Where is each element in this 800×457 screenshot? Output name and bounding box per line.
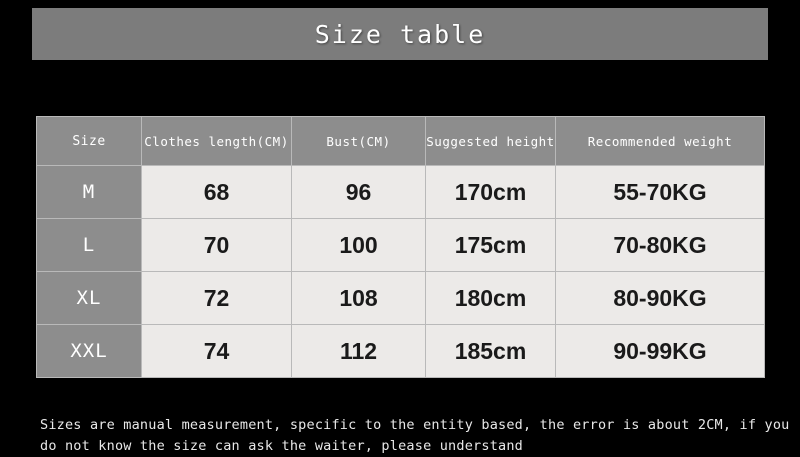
cell-recommended-weight: 55-70KG [556, 166, 765, 219]
column-header-recommended-weight: Recommended weight [556, 117, 765, 166]
cell-suggested-height: 170cm [426, 166, 556, 219]
cell-bust: 112 [292, 325, 426, 378]
column-header-suggested-height: Suggested height [426, 117, 556, 166]
measurement-note-line-2: do not know the size can ask the waiter, please understand [40, 438, 524, 454]
cell-size: L [37, 219, 142, 272]
table-header [37, 117, 765, 166]
title-banner [32, 8, 768, 60]
column-header-clothes-length: Clothes length(CM) [142, 117, 292, 166]
measurement-note-line-1: Sizes are manual measurement, specific to the entity based, the error is about 2CM, if you [40, 417, 790, 433]
size-table-container [36, 116, 764, 378]
cell-clothes-length: 68 [142, 166, 292, 219]
cell-size: XL [37, 272, 142, 325]
cell-bust: 96 [292, 166, 426, 219]
table-header-row [37, 117, 765, 166]
table-row [37, 166, 765, 219]
cell-bust: 108 [292, 272, 426, 325]
table-body [37, 166, 765, 378]
cell-recommended-weight: 80-90KG [556, 272, 765, 325]
measurement-note [40, 415, 790, 457]
cell-size: M [37, 166, 142, 219]
cell-clothes-length: 74 [142, 325, 292, 378]
cell-bust: 100 [292, 219, 426, 272]
page-title: Size table [314, 19, 486, 49]
column-header-size: Size [37, 117, 142, 166]
table-row [37, 219, 765, 272]
cell-size: XXL [37, 325, 142, 378]
table-row [37, 272, 765, 325]
cell-clothes-length: 70 [142, 219, 292, 272]
cell-recommended-weight: 90-99KG [556, 325, 765, 378]
column-header-bust: Bust(CM) [292, 117, 426, 166]
cell-suggested-height: 175cm [426, 219, 556, 272]
cell-suggested-height: 180cm [426, 272, 556, 325]
cell-recommended-weight: 70-80KG [556, 219, 765, 272]
size-table [36, 116, 765, 378]
cell-clothes-length: 72 [142, 272, 292, 325]
cell-suggested-height: 185cm [426, 325, 556, 378]
table-row [37, 325, 765, 378]
